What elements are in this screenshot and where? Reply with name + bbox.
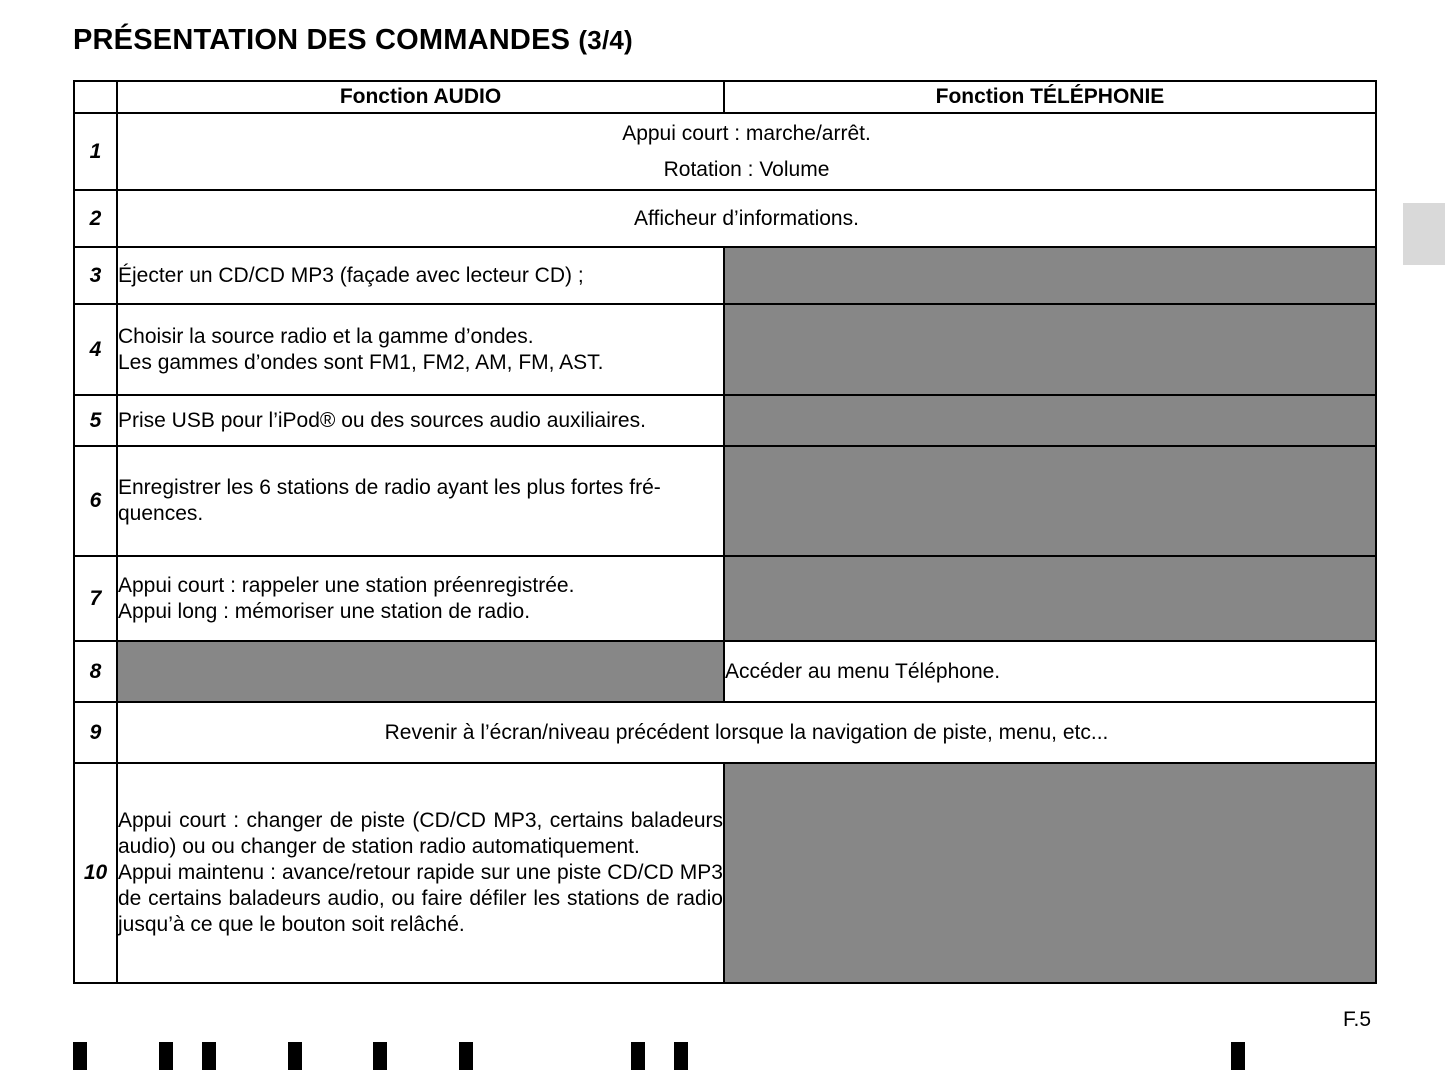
cell-text: Appui court : changer de piste (CD/CD MP3, certains baladeurs audio) ou ou changer de station radio automatiquement. bbox=[118, 809, 723, 858]
row-number: 8 bbox=[74, 641, 117, 702]
empty-telephony-cell bbox=[724, 395, 1376, 446]
row-number: 6 bbox=[74, 446, 117, 556]
cell-text: Appui court : marche/arrêt. bbox=[622, 121, 871, 145]
audio-cell bbox=[117, 247, 724, 304]
row-number: 3 bbox=[74, 247, 117, 304]
print-registration-mark bbox=[631, 1042, 645, 1070]
cell-text: Éjecter un CD/CD MP3 (façade avec lecteur CD) ; bbox=[118, 263, 584, 287]
cell-text: Accéder au menu Téléphone. bbox=[725, 659, 1001, 683]
row-number: 9 bbox=[74, 702, 117, 763]
print-registration-mark bbox=[73, 1042, 87, 1070]
row-number: 7 bbox=[74, 556, 117, 641]
row-number: 10 bbox=[74, 763, 117, 983]
audio-cell bbox=[117, 395, 724, 446]
cell-text: Revenir à l’écran/niveau précédent lorsque la navigation de piste, menu, etc... bbox=[384, 720, 1109, 744]
print-registration-mark bbox=[159, 1042, 173, 1070]
table-row bbox=[74, 247, 1376, 304]
print-registration-mark bbox=[1231, 1042, 1245, 1070]
cell-text: Prise USB pour l’iPod® ou des sources audio auxiliaires. bbox=[118, 408, 646, 432]
table-row bbox=[74, 702, 1376, 763]
audio-cell bbox=[117, 763, 724, 983]
empty-telephony-cell bbox=[724, 763, 1376, 983]
cell-text: Appui maintenu : avance/retour rapide sur une piste CD/CD MP3 de certains baladeurs audio, ou faire défiler les stations de radio jusqu’à ce que le bouton soit relâché. bbox=[118, 861, 723, 936]
row-number: 1 bbox=[74, 113, 117, 190]
audio-cell bbox=[117, 556, 724, 641]
row-number: 5 bbox=[74, 395, 117, 446]
cell-text: Rotation : Volume bbox=[663, 157, 830, 181]
table-row bbox=[74, 190, 1376, 247]
controls-table bbox=[73, 80, 1377, 984]
cell-text: Enregistrer les 6 stations de radio ayant les plus fortes fré- bbox=[118, 476, 661, 499]
empty-audio-cell bbox=[117, 641, 724, 702]
table-header-row bbox=[74, 81, 1376, 113]
table-row bbox=[74, 763, 1376, 983]
side-tab-marker bbox=[1403, 203, 1445, 265]
cell-text: quences. bbox=[118, 502, 204, 525]
table-row bbox=[74, 304, 1376, 395]
empty-telephony-cell bbox=[724, 446, 1376, 556]
telephony-cell bbox=[724, 641, 1376, 702]
print-registration-mark bbox=[674, 1042, 688, 1070]
empty-telephony-cell bbox=[724, 247, 1376, 304]
header-number bbox=[74, 81, 117, 113]
cell-text: Afficheur d’informations. bbox=[634, 206, 859, 230]
page-title bbox=[73, 24, 633, 57]
shared-function-cell bbox=[117, 190, 1376, 247]
row-number: 4 bbox=[74, 304, 117, 395]
table-row bbox=[74, 395, 1376, 446]
row-number: 2 bbox=[74, 190, 117, 247]
cell-text: Les gammes d’ondes sont FM1, FM2, AM, FM, AST. bbox=[118, 350, 604, 374]
header-audio: Fonction AUDIO bbox=[117, 81, 724, 113]
audio-cell bbox=[117, 304, 724, 395]
print-registration-mark bbox=[202, 1042, 216, 1070]
empty-telephony-cell bbox=[724, 304, 1376, 395]
table-row bbox=[74, 113, 1376, 190]
page-title-main: PRÉSENTATION DES COMMANDES bbox=[73, 24, 571, 56]
print-registration-mark bbox=[288, 1042, 302, 1070]
table-row bbox=[74, 556, 1376, 641]
shared-function-cell bbox=[117, 702, 1376, 763]
header-telephony: Fonction TÉLÉPHONIE bbox=[724, 81, 1376, 113]
print-registration-mark bbox=[373, 1042, 387, 1070]
table-row bbox=[74, 641, 1376, 702]
table-row bbox=[74, 446, 1376, 556]
page-number: F.5 bbox=[1343, 1008, 1372, 1031]
cell-text: Choisir la source radio et la gamme d’ondes. bbox=[118, 324, 534, 348]
shared-function-cell bbox=[117, 113, 1376, 190]
page-title-part: (3/4) bbox=[578, 25, 633, 55]
empty-telephony-cell bbox=[724, 556, 1376, 641]
cell-text: Appui court : rappeler une station préenregistrée. bbox=[118, 573, 575, 597]
cell-text: Appui long : mémoriser une station de radio. bbox=[118, 599, 531, 623]
audio-cell bbox=[117, 446, 724, 556]
print-registration-mark bbox=[459, 1042, 473, 1070]
